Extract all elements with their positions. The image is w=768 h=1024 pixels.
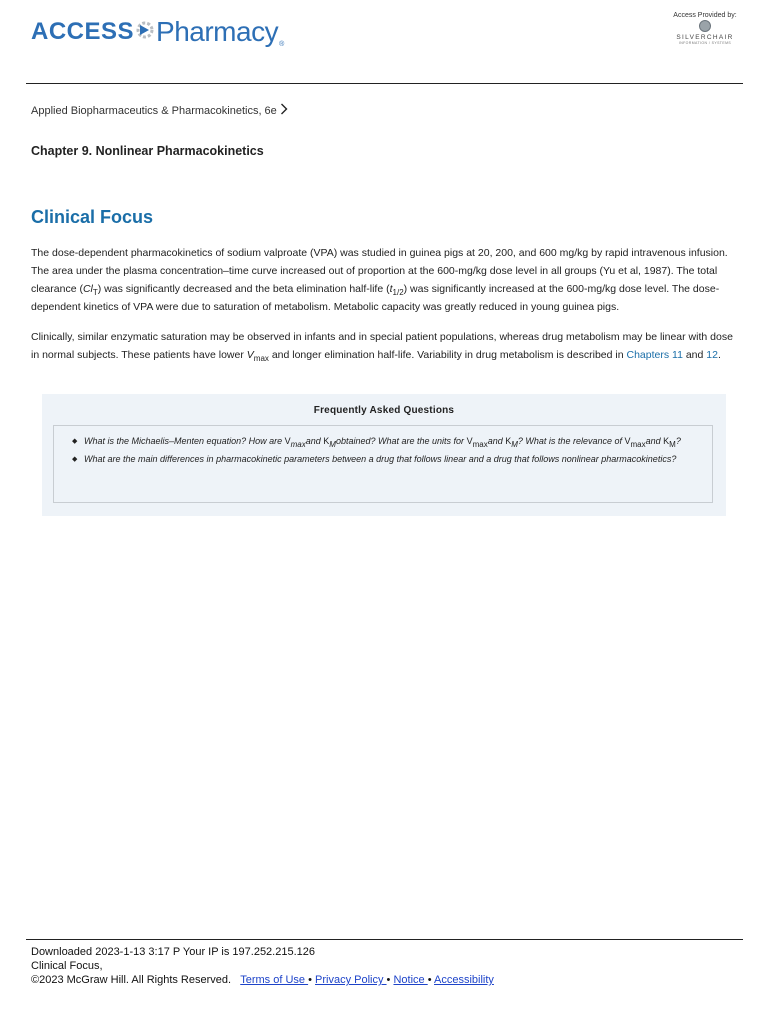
page-footer — [31, 945, 494, 987]
faq-title: Frequently Asked Questions — [313, 405, 455, 416]
q1-v3: V — [624, 436, 631, 446]
chapters-11-link[interactable]: Chapters 11 — [626, 349, 683, 361]
paragraph-clinical-saturation — [31, 328, 736, 364]
q1-e: ? What is the relevance of — [517, 436, 625, 446]
notice-link[interactable]: Notice — [393, 974, 428, 986]
faq-item-linear-vs-nonlinear — [72, 452, 702, 468]
site-header — [0, 0, 768, 84]
provider-tagline: INFORMATION / SYSTEMS — [678, 41, 732, 45]
footer-page-title: Clinical Focus, — [31, 960, 103, 972]
p1-cl-symbol: Cl — [82, 283, 93, 295]
q1-ksub3: M — [669, 439, 676, 449]
breadcrumb[interactable] — [31, 103, 288, 118]
copyright: ©2023 McGraw Hill. All Rights Reserved. — [31, 974, 232, 986]
download-info: Downloaded 2023-1-13 3:17 P Your IP is 197.252.215.126 — [31, 946, 315, 958]
p2-v-subscript: max — [253, 354, 269, 364]
p1-t-symbol: t — [389, 283, 393, 295]
chevron-right-icon — [280, 103, 288, 118]
q1-k2: K — [505, 436, 512, 446]
gear-arrow-icon — [136, 15, 154, 50]
separator: • — [427, 974, 435, 986]
separator: • — [386, 974, 394, 986]
footer-divider — [26, 939, 743, 940]
paragraph-valproate-study — [31, 244, 736, 316]
logo-access-text: ACCESS — [31, 18, 135, 45]
q1-a: What is the Michaelis–Menten equation? How are — [84, 436, 285, 446]
bullet-icon: ◆ — [72, 438, 78, 445]
chapter-title: Chapter 9. Nonlinear Pharmacokinetics — [31, 144, 264, 158]
provider-label: Access Provided by: — [673, 12, 737, 19]
p1-cl-subscript: T — [92, 288, 98, 298]
q1-ksub2: M — [511, 439, 518, 449]
q1-v: V — [284, 436, 291, 446]
bullet-icon: ◆ — [72, 455, 78, 463]
section-title: Clinical Focus — [31, 207, 154, 227]
access-pharmacy-logo[interactable] — [31, 10, 284, 54]
q1-vsub: max — [290, 439, 306, 449]
q1-g: ? — [675, 436, 681, 446]
footer-legal — [31, 973, 494, 987]
chapter-12-link[interactable]: 12 — [706, 349, 718, 361]
silverchair-badge-icon — [699, 20, 711, 32]
registered-mark: ® — [279, 41, 285, 48]
q1-ksub: M — [329, 439, 336, 449]
p1-text-2: ) was significantly decreased and the beta elimination half-life ( — [97, 283, 390, 295]
q1-b: and — [305, 436, 324, 446]
q1-vsub2: max — [472, 439, 488, 449]
faq-list — [72, 434, 702, 469]
p2-text-1: Clinically, similar enzymatic saturation may be observed in infants and in special patient populations, whereas drug metabolism may be linear with dose in normal subjects. These patients have lower — [31, 331, 733, 361]
p2-v-symbol: V — [246, 349, 254, 361]
q1-c: obtained? What are the units for — [335, 436, 467, 446]
p1-t-subscript: 1/2 — [392, 288, 404, 298]
q1-f: and — [645, 436, 664, 446]
header-divider — [26, 83, 743, 84]
q2-text: What are the main differences in pharmacokinetic parameters between a drug that follows linear and a drug that follows nonlinear pharmacokinetics? — [84, 453, 677, 464]
q1-v2: V — [466, 436, 473, 446]
p1-text-3: ) was significantly increased at the 600-mg/kg dose level. The dose-dependent kinetics of VPA were due to saturation of metabolism. Metabolic capacity was greatly reduced in young guinea pigs. — [31, 283, 720, 313]
terms-of-use-link[interactable]: Terms of Use — [240, 974, 309, 986]
p1-text-1: The dose-dependent pharmacokinetics of sodium valproate (VPA) was studied in guinea pigs at 20, 200, and 600 mg/kg by rapid intravenous infusion. The area under the plasma concentration–time curve increased out of proportion at the 600-mg/kg dose level in all groups (Yu et al, 1987). The total clearance ( — [31, 247, 728, 295]
logo-pharmacy-text: Pharmacy — [156, 16, 279, 47]
q1-d: and — [487, 436, 506, 446]
accessibility-link[interactable]: Accessibility — [434, 974, 494, 986]
q1-k3: K — [663, 436, 670, 446]
provider-name: SILVERCHAIR — [676, 34, 734, 41]
q1-vsub3: max — [630, 439, 646, 449]
faq-item-michaelis-menten — [72, 434, 702, 450]
p2-text-3: and — [682, 349, 707, 361]
separator: • — [308, 974, 316, 986]
breadcrumb-book-link[interactable]: Applied Biopharmaceutics & Pharmacokinetics, 6e — [31, 104, 277, 117]
faq-list-frame — [53, 425, 713, 503]
p2-text-4: . — [717, 349, 721, 361]
p2-text-2: and longer elimination half-life. Variability in drug metabolism is described in — [268, 349, 627, 361]
privacy-policy-link[interactable]: Privacy Policy — [315, 974, 387, 986]
faq-box — [42, 394, 726, 516]
q1-k: K — [323, 436, 330, 446]
access-provider — [668, 12, 742, 45]
